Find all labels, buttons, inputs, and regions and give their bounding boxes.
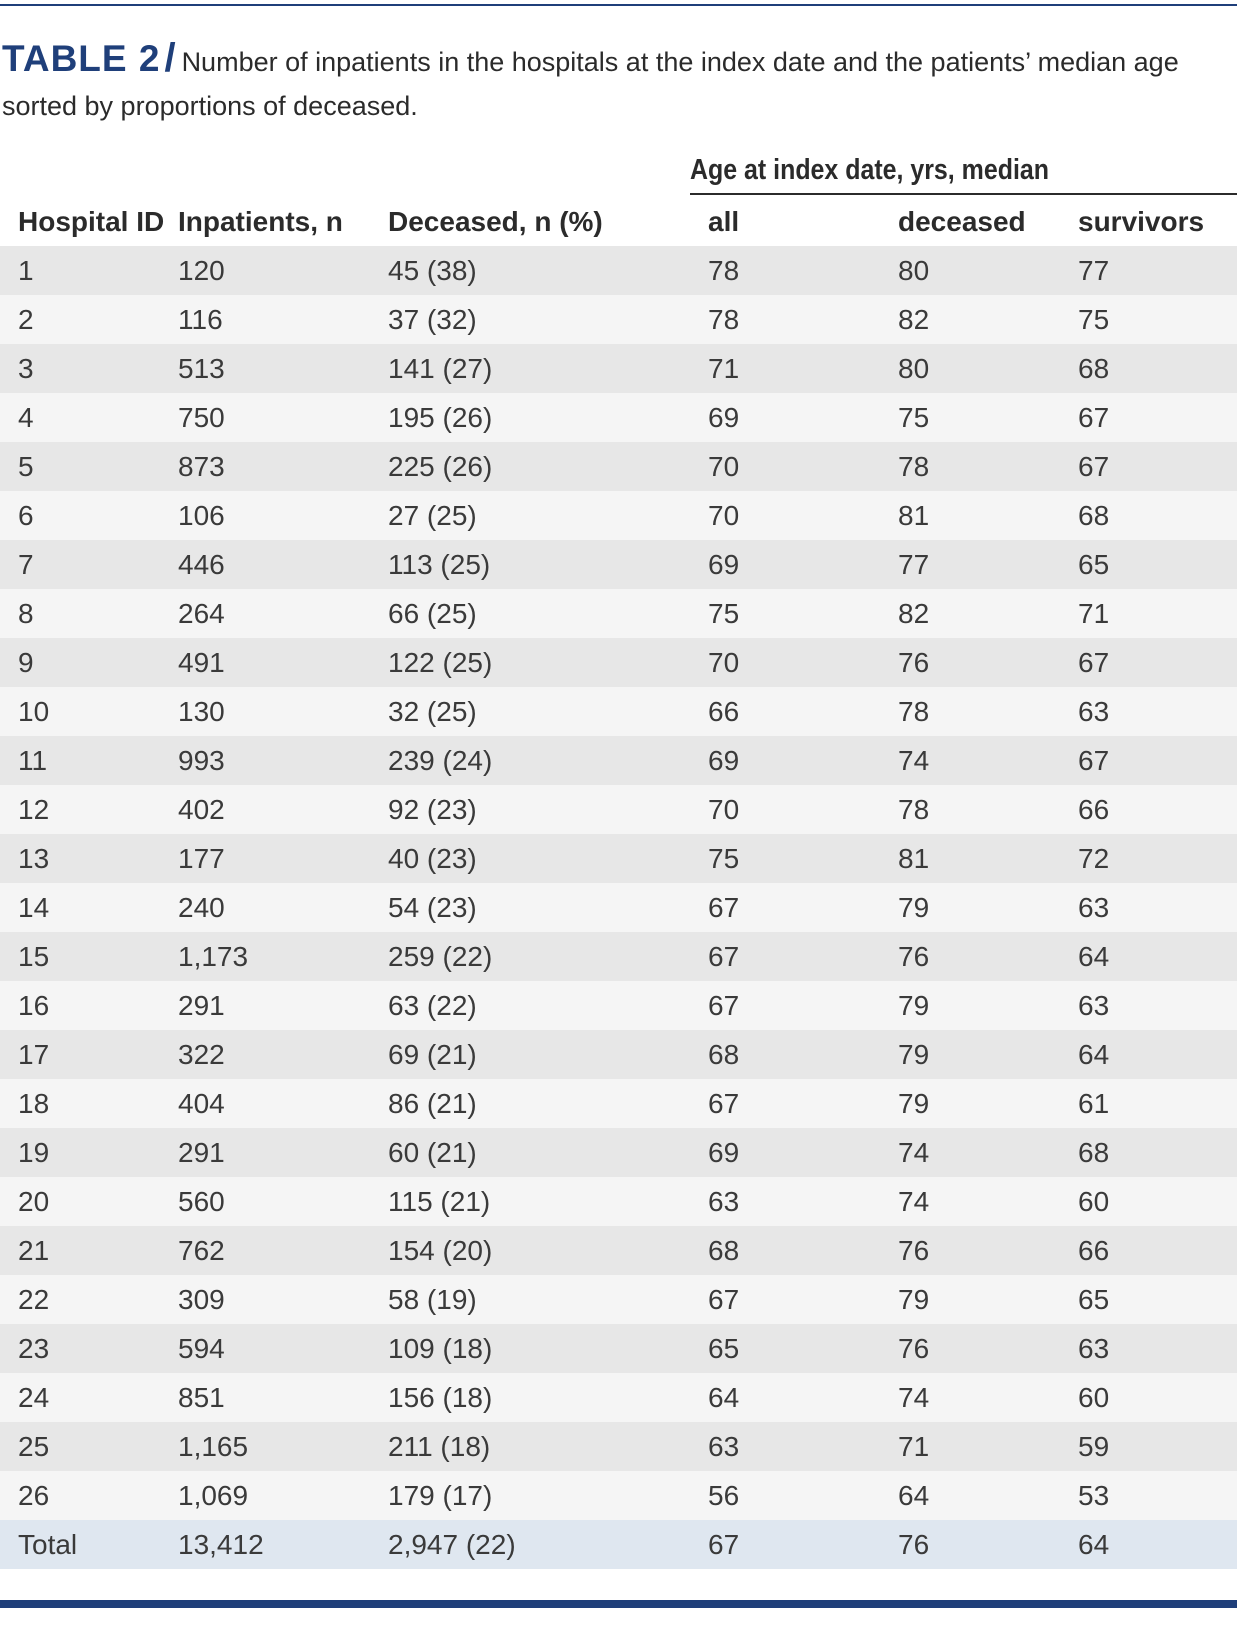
table-row — [0, 1422, 1237, 1471]
cell-age-survivors: 67 — [1078, 450, 1110, 482]
cell-age-all: 67 — [708, 891, 740, 923]
cell-age-deceased: 75 — [898, 401, 930, 433]
cell-age-survivors: 63 — [1078, 695, 1110, 727]
cell-age-survivors: 64 — [1078, 940, 1110, 972]
cell-age-survivors: 66 — [1078, 793, 1110, 825]
cell-age-all: 78 — [708, 303, 740, 335]
table-row — [0, 785, 1237, 834]
table-row — [0, 1177, 1237, 1226]
table-row — [0, 393, 1237, 442]
cell-hospital-id: 5 — [18, 450, 34, 482]
cell-age-deceased: 76 — [898, 1234, 930, 1266]
cell-age-all: 70 — [708, 793, 740, 825]
cell-age-deceased: 74 — [898, 1136, 930, 1168]
cell-age-all: 75 — [708, 597, 740, 629]
hospital-table — [0, 198, 1237, 1569]
cell-hospital-id: 11 — [18, 744, 48, 776]
cell-deceased: 45 (38) — [388, 254, 477, 286]
cell-age-survivors: 59 — [1078, 1430, 1110, 1462]
cell-hospital-id: 10 — [18, 695, 50, 727]
cell-inpatients: 1,173 — [178, 940, 249, 972]
cell-age-survivors: 71 — [1078, 597, 1110, 629]
cell-age-survivors: 67 — [1078, 401, 1110, 433]
cell-inpatients: 594 — [178, 1332, 225, 1364]
cell-age-survivors: 65 — [1078, 1283, 1110, 1315]
col-deceased: Deceased, n (%) — [388, 206, 603, 237]
cell-hospital-id: 21 — [18, 1234, 50, 1266]
cell-age-deceased: 76 — [898, 646, 930, 678]
cell-age-deceased: 78 — [898, 793, 930, 825]
cell-age-survivors: 68 — [1078, 352, 1110, 384]
cell-deceased: 66 (25) — [388, 597, 477, 629]
cell-hospital-id: 7 — [18, 548, 34, 580]
cell-hospital-id: 14 — [18, 891, 50, 923]
cell-hospital-id: 6 — [18, 499, 34, 531]
cell-inpatients: 1,165 — [178, 1430, 249, 1462]
table-label: TABLE 2 — [2, 38, 161, 79]
cell-inpatients: 993 — [178, 744, 225, 776]
cell-inpatients: 13,412 — [178, 1528, 264, 1560]
cell-age-deceased: 76 — [898, 940, 930, 972]
cell-inpatients: 264 — [178, 597, 225, 629]
cell-age-deceased: 76 — [898, 1332, 930, 1364]
table-body — [0, 246, 1237, 1569]
cell-age-deceased: 79 — [898, 1087, 930, 1119]
cell-inpatients: 309 — [178, 1283, 225, 1315]
age-group-header: Age at index date, yrs, median — [690, 154, 1049, 186]
table-row — [0, 1030, 1237, 1079]
cell-hospital-id: 18 — [18, 1087, 50, 1119]
cell-hospital-id: 13 — [18, 842, 50, 874]
cell-age-all: 70 — [708, 450, 740, 482]
cell-age-all: 56 — [708, 1479, 740, 1511]
cell-age-survivors: 64 — [1078, 1528, 1110, 1560]
cell-deceased: 60 (21) — [388, 1136, 477, 1168]
cell-age-all: 69 — [708, 401, 740, 433]
col-age-deceased: deceased — [898, 206, 1026, 237]
cell-deceased: 122 (25) — [388, 646, 493, 678]
cell-age-all: 65 — [708, 1332, 740, 1364]
cell-age-deceased: 82 — [898, 303, 930, 335]
cell-age-all: 69 — [708, 1136, 740, 1168]
bottom-rule — [0, 1600, 1237, 1608]
table-row — [0, 442, 1237, 491]
cell-inpatients: 240 — [178, 891, 225, 923]
table-row — [0, 344, 1237, 393]
cell-age-all: 67 — [708, 940, 740, 972]
cell-age-survivors: 63 — [1078, 1332, 1110, 1364]
table-row — [0, 736, 1237, 785]
cell-deceased: 63 (22) — [388, 989, 477, 1021]
cell-deceased: 115 (21) — [388, 1185, 491, 1217]
cell-age-all: 69 — [708, 744, 740, 776]
cell-hospital-id: 23 — [18, 1332, 50, 1364]
cell-age-survivors: 64 — [1078, 1038, 1110, 1070]
table-row — [0, 932, 1237, 981]
cell-age-survivors: 60 — [1078, 1185, 1110, 1217]
cell-inpatients: 120 — [178, 254, 225, 286]
cell-deceased: 211 (18) — [388, 1430, 491, 1462]
table-row — [0, 883, 1237, 932]
cell-age-all: 70 — [708, 646, 740, 678]
cell-deceased: 141 (27) — [388, 352, 493, 384]
cell-deceased: 54 (23) — [388, 891, 477, 923]
table-row — [0, 1079, 1237, 1128]
age-group-rule — [690, 193, 1237, 195]
table-row — [0, 1324, 1237, 1373]
cell-age-deceased: 80 — [898, 352, 930, 384]
table-row — [0, 687, 1237, 736]
cell-age-survivors: 75 — [1078, 303, 1110, 335]
table-row — [0, 1128, 1237, 1177]
cell-age-all: 78 — [708, 254, 740, 286]
cell-age-all: 64 — [708, 1381, 740, 1413]
cell-age-all: 67 — [708, 1528, 740, 1560]
table-row — [0, 834, 1237, 883]
cell-age-deceased: 74 — [898, 1381, 930, 1413]
cell-age-all: 68 — [708, 1234, 740, 1266]
cell-age-all: 67 — [708, 1087, 740, 1119]
cell-hospital-id: 4 — [18, 401, 34, 433]
header-row — [0, 198, 1237, 246]
cell-deceased: 58 (19) — [388, 1283, 477, 1315]
cell-inpatients: 762 — [178, 1234, 225, 1266]
cell-age-deceased: 82 — [898, 597, 930, 629]
table-row — [0, 1373, 1237, 1422]
cell-age-deceased: 76 — [898, 1528, 930, 1560]
cell-age-all: 66 — [708, 695, 740, 727]
cell-inpatients: 291 — [178, 1136, 225, 1168]
top-rule — [0, 4, 1237, 6]
cell-age-survivors: 65 — [1078, 548, 1110, 580]
cell-age-all: 67 — [708, 989, 740, 1021]
cell-inpatients: 322 — [178, 1038, 225, 1070]
col-inpatients: Inpatients, n — [178, 206, 343, 237]
cell-deceased: 2,947 (22) — [388, 1528, 516, 1560]
cell-age-deceased: 81 — [898, 499, 930, 531]
cell-age-deceased: 77 — [898, 548, 930, 580]
cell-age-deceased: 80 — [898, 254, 930, 286]
cell-inpatients: 130 — [178, 695, 225, 727]
cell-age-survivors: 63 — [1078, 891, 1110, 923]
cell-age-deceased: 64 — [898, 1479, 930, 1511]
cell-hospital-id: 12 — [18, 793, 50, 825]
cell-age-survivors: 77 — [1078, 254, 1110, 286]
table-row — [0, 1275, 1237, 1324]
cell-inpatients: 750 — [178, 401, 225, 433]
cell-age-all: 69 — [708, 548, 740, 580]
caption-slash: / — [164, 36, 176, 80]
cell-hospital-id: 26 — [18, 1479, 50, 1511]
cell-deceased: 156 (18) — [388, 1381, 493, 1413]
table-row — [0, 540, 1237, 589]
cell-inpatients: 873 — [178, 450, 225, 482]
cell-inpatients: 291 — [178, 989, 225, 1021]
cell-inpatients: 1,069 — [178, 1479, 249, 1511]
cell-inpatients: 560 — [178, 1185, 225, 1217]
cell-hospital-id: 24 — [18, 1381, 50, 1413]
table-row — [0, 981, 1237, 1030]
cell-age-deceased: 79 — [898, 989, 930, 1021]
cell-age-all: 63 — [708, 1185, 740, 1217]
cell-hospital-id: 3 — [18, 352, 34, 384]
cell-hospital-id: 17 — [18, 1038, 50, 1070]
cell-age-deceased: 78 — [898, 695, 930, 727]
table-row — [0, 295, 1237, 344]
cell-inpatients: 116 — [178, 303, 223, 335]
cell-age-survivors: 63 — [1078, 989, 1110, 1021]
cell-inpatients: 402 — [178, 793, 225, 825]
cell-hospital-id: 15 — [18, 940, 50, 972]
cell-age-survivors: 61 — [1078, 1087, 1110, 1119]
cell-deceased: 195 (26) — [388, 401, 493, 433]
cell-deceased: 113 (25) — [388, 548, 491, 580]
cell-hospital-id: 25 — [18, 1430, 50, 1462]
cell-age-survivors: 72 — [1078, 842, 1110, 874]
cell-inpatients: 513 — [178, 352, 225, 384]
table-row — [0, 638, 1237, 687]
total-row — [0, 1520, 1237, 1569]
cell-age-survivors: 68 — [1078, 1136, 1110, 1168]
cell-deceased: 37 (32) — [388, 303, 477, 335]
cell-age-deceased: 79 — [898, 1038, 930, 1070]
cell-age-survivors: 68 — [1078, 499, 1110, 531]
cell-age-survivors: 53 — [1078, 1479, 1110, 1511]
col-age-all: all — [708, 206, 740, 237]
table-row — [0, 246, 1237, 295]
cell-deceased: 109 (18) — [388, 1332, 493, 1364]
cell-age-survivors: 60 — [1078, 1381, 1110, 1413]
cell-inpatients: 106 — [178, 499, 225, 531]
cell-hospital-id: 2 — [18, 303, 34, 335]
cell-age-deceased: 71 — [898, 1430, 930, 1462]
cell-age-deceased: 74 — [898, 744, 930, 776]
cell-inpatients: 851 — [178, 1381, 225, 1413]
col-hospital-id: Hospital ID — [18, 206, 165, 237]
cell-inpatients: 404 — [178, 1087, 225, 1119]
cell-age-deceased: 79 — [898, 1283, 930, 1315]
cell-hospital-id: 8 — [18, 597, 34, 629]
cell-hospital-id: 9 — [18, 646, 34, 678]
cell-deceased: 32 (25) — [388, 695, 477, 727]
cell-deceased: 69 (21) — [388, 1038, 477, 1070]
cell-age-all: 75 — [708, 842, 740, 874]
cell-hospital-id: 22 — [18, 1283, 50, 1315]
cell-deceased: 179 (17) — [388, 1479, 493, 1511]
cell-age-deceased: 81 — [898, 842, 930, 874]
cell-age-survivors: 66 — [1078, 1234, 1110, 1266]
cell-hospital-id: 1 — [18, 254, 34, 286]
caption-text: Number of inpatients in the hospitals at the index date and the patients’ median age sorted by proportions of deceased. — [2, 47, 1179, 121]
table-row — [0, 589, 1237, 638]
col-age-survivors: survivors — [1078, 206, 1205, 237]
cell-deceased: 27 (25) — [388, 499, 477, 531]
table-caption — [2, 36, 1222, 128]
table-row — [0, 1471, 1237, 1520]
cell-age-all: 63 — [708, 1430, 740, 1462]
cell-deceased: 239 (24) — [388, 744, 493, 776]
cell-deceased: 40 (23) — [388, 842, 477, 874]
cell-age-all: 68 — [708, 1038, 740, 1070]
table-row — [0, 491, 1237, 540]
cell-age-all: 70 — [708, 499, 740, 531]
cell-deceased: 259 (22) — [388, 940, 493, 972]
cell-inpatients: 446 — [178, 548, 225, 580]
cell-hospital-id: 16 — [18, 989, 50, 1021]
cell-age-all: 71 — [708, 352, 740, 384]
cell-hospital-id: 19 — [18, 1136, 50, 1168]
cell-age-survivors: 67 — [1078, 744, 1110, 776]
cell-hospital-id: 20 — [18, 1185, 50, 1217]
cell-age-deceased: 78 — [898, 450, 930, 482]
cell-deceased: 154 (20) — [388, 1234, 493, 1266]
cell-hospital-id: Total — [18, 1528, 78, 1560]
cell-age-deceased: 74 — [898, 1185, 930, 1217]
cell-age-survivors: 67 — [1078, 646, 1110, 678]
cell-inpatients: 491 — [178, 646, 225, 678]
cell-deceased: 225 (26) — [388, 450, 493, 482]
cell-age-all: 67 — [708, 1283, 740, 1315]
cell-inpatients: 177 — [178, 842, 225, 874]
cell-deceased: 86 (21) — [388, 1087, 477, 1119]
cell-deceased: 92 (23) — [388, 793, 477, 825]
cell-age-deceased: 79 — [898, 891, 930, 923]
table-row — [0, 1226, 1237, 1275]
